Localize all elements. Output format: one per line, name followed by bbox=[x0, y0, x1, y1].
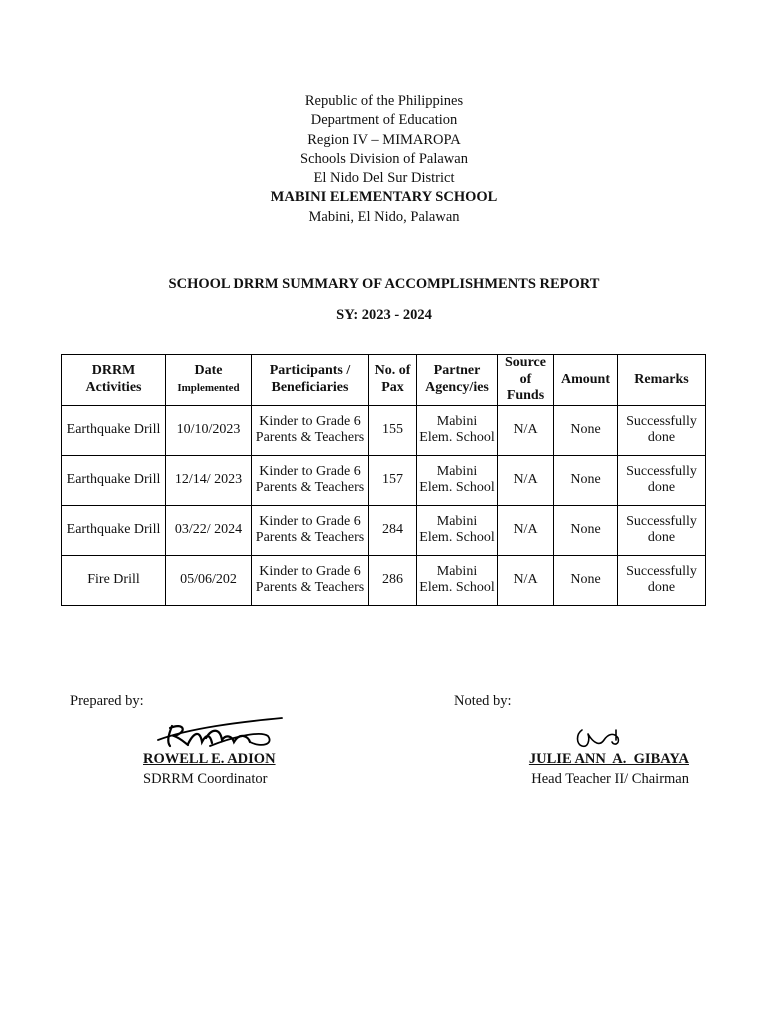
cell-participants: Kinder to Grade 6 Parents & Teachers bbox=[252, 555, 369, 605]
cell-activity: Earthquake Drill bbox=[62, 405, 166, 455]
header-line-division: Schools Division of Palawan bbox=[300, 150, 468, 167]
cell-remarks: Successfully done bbox=[618, 555, 706, 605]
prepared-by-label: Prepared by: bbox=[70, 693, 144, 709]
cell-activity: Earthquake Drill bbox=[62, 505, 166, 555]
preparer-name: ROWELL E. ADION bbox=[143, 751, 276, 767]
cell-date: 03/22/ 2024 bbox=[166, 505, 252, 555]
col-header-partner: Partner Agency/ies bbox=[417, 355, 498, 406]
cell-partner: Mabini Elem. School bbox=[417, 405, 498, 455]
col-header-date-sub: Implemented bbox=[177, 381, 240, 394]
preparer-role: SDRRM Coordinator bbox=[143, 771, 268, 787]
col-header-activities: DRRM Activities bbox=[62, 355, 166, 406]
col-header-date bbox=[166, 355, 252, 406]
col-header-date-label: Date bbox=[194, 363, 223, 379]
cell-amount: None bbox=[554, 455, 618, 505]
accomplishments-table bbox=[61, 354, 706, 606]
cell-date: 05/06/202 bbox=[166, 555, 252, 605]
cell-pax: 284 bbox=[369, 505, 417, 555]
cell-pax: 155 bbox=[369, 405, 417, 455]
col-header-source: Source of Funds bbox=[498, 355, 554, 406]
cell-source: N/A bbox=[498, 505, 554, 555]
cell-participants: Kinder to Grade 6 Parents & Teachers bbox=[252, 505, 369, 555]
signature-gibaya-icon bbox=[572, 726, 628, 750]
cell-amount: None bbox=[554, 555, 618, 605]
school-name: MABINI ELEMENTARY SCHOOL bbox=[270, 189, 498, 206]
cell-source: N/A bbox=[498, 405, 554, 455]
cell-date: 12/14/ 2023 bbox=[166, 455, 252, 505]
cell-pax: 286 bbox=[369, 555, 417, 605]
header-line-district: El Nido Del Sur District bbox=[313, 170, 455, 187]
cell-remarks: Successfully done bbox=[618, 405, 706, 455]
table-row bbox=[62, 455, 706, 505]
cell-partner: Mabini Elem. School bbox=[417, 505, 498, 555]
cell-remarks: Successfully done bbox=[618, 455, 706, 505]
cell-source: N/A bbox=[498, 455, 554, 505]
noted-by-label: Noted by: bbox=[454, 693, 512, 709]
cell-partner: Mabini Elem. School bbox=[417, 555, 498, 605]
cell-date: 10/10/2023 bbox=[166, 405, 252, 455]
table-row bbox=[62, 505, 706, 555]
cell-participants: Kinder to Grade 6 Parents & Teachers bbox=[252, 455, 369, 505]
cell-activity: Fire Drill bbox=[62, 555, 166, 605]
cell-source: N/A bbox=[498, 555, 554, 605]
table-row bbox=[62, 405, 706, 455]
cell-partner: Mabini Elem. School bbox=[417, 455, 498, 505]
cell-amount: None bbox=[554, 505, 618, 555]
noter-role: Head Teacher II/ Chairman bbox=[531, 771, 689, 787]
school-year: SY: 2023 - 2024 bbox=[336, 307, 432, 323]
col-header-amount: Amount bbox=[554, 355, 618, 406]
cell-amount: None bbox=[554, 405, 618, 455]
school-address: Mabini, El Nido, Palawan bbox=[308, 208, 460, 225]
cell-pax: 157 bbox=[369, 455, 417, 505]
noter-name: JULIE ANN A. GIBAYA bbox=[528, 751, 689, 767]
table-header-row bbox=[62, 355, 706, 406]
col-header-remarks: Remarks bbox=[618, 355, 706, 406]
table-row bbox=[62, 555, 706, 605]
cell-activity: Earthquake Drill bbox=[62, 455, 166, 505]
letterhead bbox=[0, 92, 768, 227]
report-title: SCHOOL DRRM SUMMARY OF ACCOMPLISHMENTS REPORT bbox=[168, 276, 600, 292]
col-header-pax: No. of Pax bbox=[369, 355, 417, 406]
header-line-republic: Republic of the Philippines bbox=[304, 93, 464, 109]
header-line-region: Region IV – MIMAROPA bbox=[307, 131, 461, 148]
cell-participants: Kinder to Grade 6 Parents & Teachers bbox=[252, 405, 369, 455]
signature-adion-icon bbox=[150, 714, 286, 752]
col-header-participants: Participants / Beneficiaries bbox=[252, 355, 369, 406]
header-line-department: Department of Education bbox=[310, 112, 458, 129]
cell-remarks: Successfully done bbox=[618, 505, 706, 555]
